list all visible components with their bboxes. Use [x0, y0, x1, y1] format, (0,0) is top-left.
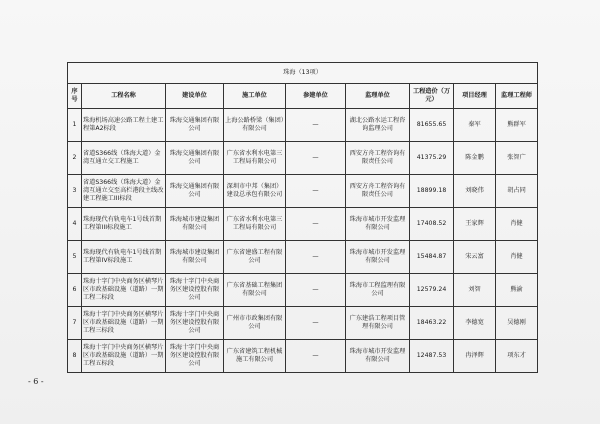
table-row	[68, 208, 538, 241]
cell-project-name: 珠海现代有轨电车1号线首期工程第III标段施工	[82, 208, 166, 241]
cell-engineer: 熊渝	[496, 274, 538, 307]
page-number: - 6 -	[28, 377, 44, 386]
cell-owner: 珠海城市建设集团有限公司	[166, 208, 224, 241]
cell-cost: 18463.22	[410, 307, 454, 340]
cell-contractor: 广东省水利水电第三工程局有限公司	[224, 142, 286, 175]
cell-project-name: 珠海十字门中央商务区横琴片区市政基础设施（道路）一期工程三标段	[82, 307, 166, 340]
table-row	[68, 307, 538, 340]
cell-supervisor: 珠海市城市开发监理有限公司	[346, 340, 410, 373]
cell-manager: 刘晓伟	[454, 175, 496, 208]
cell-contractor: 广东省基础工程集团有限公司	[224, 274, 286, 307]
cell-row-index: 4	[68, 208, 82, 241]
cell-manager: 刘智	[454, 274, 496, 307]
table-row	[68, 274, 538, 307]
cell-supervisor: 西安方舟工程咨询有限责任公司	[346, 175, 410, 208]
cell-engineer: 熊群军	[496, 109, 538, 142]
cell-project-name: 珠海机场高速公路工程土建工程第A2标段	[82, 109, 166, 142]
cell-participant: —	[286, 307, 346, 340]
cell-project-name: 省道S366线（珠海大道）金湾互通立交工程施工	[82, 142, 166, 175]
cell-engineer: 肖健	[496, 241, 538, 274]
cell-contractor: 广州市市政集团有限公司	[224, 307, 286, 340]
cell-cost: 15484.87	[410, 241, 454, 274]
header-col-owner: 建设单位	[166, 84, 224, 109]
cell-engineer: 胡占同	[496, 175, 538, 208]
cell-supervisor: 湖北公路水运工程咨询监理公司	[346, 109, 410, 142]
cell-project-name: 珠海十字门中央商务区横琴片区市政基础设施（道路）一期工程五标段	[82, 340, 166, 373]
cell-row-index: 5	[68, 241, 82, 274]
cell-owner: 珠海交通集团有限公司	[166, 142, 224, 175]
cell-supervisor: 珠海市城市开发监理有限公司	[346, 208, 410, 241]
cell-participant: —	[286, 142, 346, 175]
cell-manager: 秦军	[454, 109, 496, 142]
cell-contractor: 上海公路桥梁（集团）有限公司	[224, 109, 286, 142]
header-col-manager: 项目经理	[454, 84, 496, 109]
cell-owner: 珠海城市建设集团有限公司	[166, 241, 224, 274]
cell-row-index: 8	[68, 340, 82, 373]
header-col-project-name: 工程名称	[82, 84, 166, 109]
project-table	[67, 62, 538, 373]
table-row	[68, 109, 538, 142]
table-row	[68, 340, 538, 373]
cell-supervisor: 珠海市城市开发监理有限公司	[346, 241, 410, 274]
cell-engineer: 项东才	[496, 340, 538, 373]
cell-cost: 12487.53	[410, 340, 454, 373]
cell-participant: —	[286, 274, 346, 307]
cell-cost: 41375.29	[410, 142, 454, 175]
cell-participant: —	[286, 208, 346, 241]
table-row	[68, 241, 538, 274]
cell-cost: 17408.52	[410, 208, 454, 241]
cell-manager: 宋云富	[454, 241, 496, 274]
cell-participant: —	[286, 241, 346, 274]
cell-engineer: 肖健	[496, 208, 538, 241]
cell-project-name: 省道S366线（珠海大道）金湾互通立交至高栏港段主线改建工程施工III标段	[82, 175, 166, 208]
cell-row-index: 6	[68, 274, 82, 307]
cell-owner: 珠海十字门中央商务区建设控股有限公司	[166, 307, 224, 340]
header-col-contractor: 施工单位	[224, 84, 286, 109]
cell-manager: 王家辉	[454, 208, 496, 241]
cell-participant: —	[286, 340, 346, 373]
cell-cost: 81655.65	[410, 109, 454, 142]
cell-contractor: 广东省水利水电第三工程局有限公司	[224, 208, 286, 241]
cell-row-index: 2	[68, 142, 82, 175]
table-title: 珠海（13项）	[68, 63, 538, 84]
cell-row-index: 7	[68, 307, 82, 340]
cell-row-index: 1	[68, 109, 82, 142]
cell-manager: 李德宽	[454, 307, 496, 340]
cell-cost: 18899.18	[410, 175, 454, 208]
cell-participant: —	[286, 175, 346, 208]
table-body	[68, 109, 538, 373]
cell-supervisor: 珠海市工程监理有限公司	[346, 274, 410, 307]
cell-engineer: 张智广	[496, 142, 538, 175]
cell-supervisor: 西安方舟工程咨询有限责任公司	[346, 142, 410, 175]
cell-engineer: 吴德刚	[496, 307, 538, 340]
cell-row-index: 3	[68, 175, 82, 208]
cell-project-name: 珠海现代有轨电车1号线首期工程第IV标段施工	[82, 241, 166, 274]
header-col-participant: 参建单位	[286, 84, 346, 109]
cell-contractor: 广东省建盛工程有限公司	[224, 241, 286, 274]
cell-contractor: 广东省建筑工程机械施工有限公司	[224, 340, 286, 373]
header-col-index: 序号	[68, 84, 82, 109]
cell-contractor: 深圳市中邦（集团）建设总承包有限公司	[224, 175, 286, 208]
cell-manager: 冉泽辉	[454, 340, 496, 373]
cell-manager: 陈金鹏	[454, 142, 496, 175]
cell-owner: 珠海交通集团有限公司	[166, 175, 224, 208]
cell-owner: 珠海十字门中央商务区建设控股有限公司	[166, 340, 224, 373]
cell-participant: —	[286, 109, 346, 142]
header-col-supervisor: 监理单位	[346, 84, 410, 109]
cell-owner: 珠海交通集团有限公司	[166, 109, 224, 142]
header-col-engineer: 监理工程师	[496, 84, 538, 109]
cell-project-name: 珠海十字门中央商务区横琴片区市政基础设施（道路）一期工程二标段	[82, 274, 166, 307]
cell-supervisor: 广东建浩工程项目管理有限公司	[346, 307, 410, 340]
table-header-row	[68, 84, 538, 109]
table-row	[68, 142, 538, 175]
table-row	[68, 175, 538, 208]
cell-cost: 12579.24	[410, 274, 454, 307]
cell-owner: 珠海十字门中央商务区建设控股有限公司	[166, 274, 224, 307]
header-col-cost: 工程造价（万元）	[410, 84, 454, 109]
